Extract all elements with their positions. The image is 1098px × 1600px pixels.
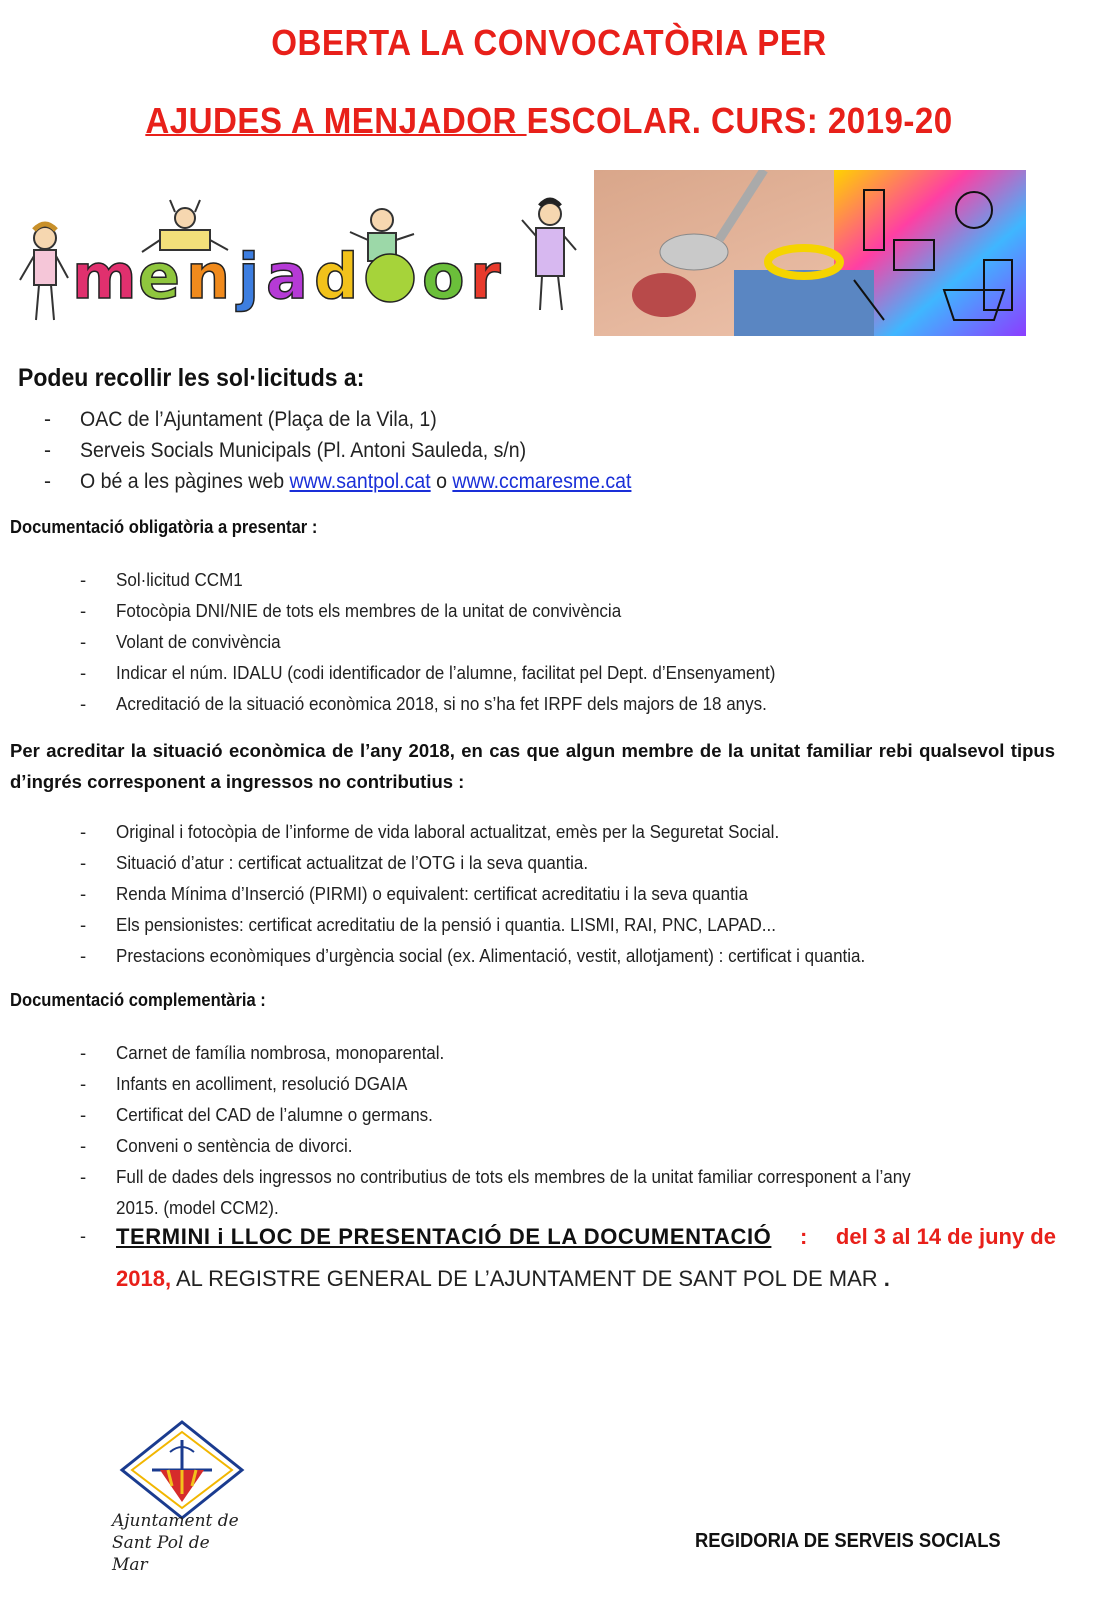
collect-heading: Podeu recollir les sol·licituds a:: [18, 364, 365, 392]
mandatory-list: [80, 564, 1070, 719]
list-item: - Renda Mínima d’Inserció (PIRMI) o equivalent: certificat acreditatiu i la seva quantia: [80, 878, 1070, 909]
list-item: - Carnet de família nombrosa, monoparental.: [80, 1037, 1070, 1068]
logo-line-1: Ajuntament de: [112, 1511, 239, 1531]
apple-icon: [366, 254, 414, 302]
list-item: - Indicar el núm. IDALU (codi identificador de l’alumne, facilitat pel Dept. d’Ensenyament): [80, 657, 1070, 688]
complementary-item: Certificat del CAD de l’alumne o germans.: [116, 1104, 433, 1125]
deadline-year: 2018,: [116, 1266, 172, 1291]
list-item: - Volant de convivència: [80, 626, 1070, 657]
list-item: - Certificat del CAD de l’alumne o germans.: [80, 1099, 1070, 1130]
mandatory-item: Sol·licitud CCM1: [116, 569, 243, 590]
mandatory-item: Acreditació de la situació econòmica 2018, si no s’ha fet IRPF dels majors de 18 anys.: [116, 693, 767, 714]
list-item: - Situació d’atur : certificat actualitzat de l’OTG i la seva quantia.: [80, 847, 1070, 878]
complementary-item: Conveni o sentència de divorci.: [116, 1135, 353, 1156]
banner-letter: d: [314, 240, 359, 313]
department-footer: REGIDORIA DE SERVEIS SOCIALS: [695, 1530, 1001, 1552]
deadline-colon: :: [799, 1224, 808, 1249]
list-item: - Els pensionistes: certificat acreditatiu de la pensió i quantia. LISMI, RAI, PNC, LAPAD...: [80, 909, 1070, 940]
economic-item: Prestacions econòmiques d’urgència social (ex. Alimentació, vestit, allotjament) : certificat i quantia.: [116, 945, 866, 966]
deadline-period: .: [883, 1266, 890, 1291]
list-item: - Full de dades dels ingressos no contributius de tots els membres de la unitat familiar corresponent a l’any: [80, 1161, 1070, 1192]
child-eating-photo: [594, 170, 1026, 336]
banner-letter: a: [266, 240, 308, 313]
list-item: - Conveni o sentència de divorci.: [80, 1130, 1070, 1161]
logo-caption: [112, 1510, 242, 1576]
menjador-banner-illustration: [10, 190, 580, 330]
link-ccmaresme[interactable]: www.ccmaresme.cat: [452, 470, 632, 493]
list-item: - Sol·licitud CCM1: [80, 564, 1070, 595]
list-item: - Original i fotocòpia de l’informe de vida laboral actualitzat, emès per la Seguretat Social.: [80, 816, 1070, 847]
deadline-label: TERMINI i LLOC DE PRESENTACIÓ DE LA DOCUMENTACIÓ: [116, 1224, 772, 1249]
mandatory-item: Fotocòpia DNI/NIE de tots els membres de la unitat de convivència: [116, 600, 622, 621]
complementary-item-line2: 2015. (model CCM2).: [116, 1197, 279, 1218]
web-mid: o: [430, 470, 453, 493]
collect-item-web: [80, 466, 631, 497]
banner-letter: o: [422, 240, 465, 313]
list-item: - Prestacions econòmiques d’urgència social (ex. Alimentació, vestit, allotjament) : certificat i quantia.: [80, 940, 1070, 971]
complementary-heading: Documentació complementària :: [10, 990, 266, 1010]
spoon-icon: [660, 234, 728, 270]
banner-letter: e: [138, 240, 181, 313]
complementary-item: Infants en acolliment, resolució DGAIA: [116, 1073, 408, 1094]
web-prefix: O bé a les pàgines web: [80, 470, 290, 493]
deadline-line-1: [116, 1220, 1056, 1254]
complementary-list: [80, 1037, 1070, 1223]
title-underlined-part: AJUDES A MENJADOR: [145, 100, 527, 141]
complementary-item: Full de dades dels ingressos no contributius de tots els membres de la unitat familiar corresponent a l’any: [116, 1166, 911, 1187]
title-rest-part: ESCOLAR. CURS: 2019-20: [526, 100, 953, 141]
list-item-continuation: [80, 1192, 1070, 1223]
logo-line-2: Sant Pol de Mar: [112, 1533, 210, 1575]
economic-item: Situació d’atur : certificat actualitzat de l’OTG i la seva quantia.: [116, 852, 589, 873]
list-item: - Infants en acolliment, resolució DGAIA: [80, 1068, 1070, 1099]
collect-item-oac: OAC de l’Ajuntament (Plaça de la Vila, 1): [80, 408, 437, 431]
link-santpol[interactable]: www.santpol.cat: [289, 470, 431, 493]
banner-letter: m: [72, 240, 137, 313]
economic-item: Original i fotocòpia de l’informe de vida laboral actualitzat, emès per la Seguretat Social.: [116, 821, 780, 842]
economic-item: Els pensionistes: certificat acreditatiu de la pensió i quantia. LISMI, RAI, PNC, LAPAD...: [116, 914, 776, 935]
title-line-2: [44, 100, 1054, 142]
collect-item-serveis: Serveis Socials Municipals (Pl. Antoni Sauleda, s/n): [80, 439, 527, 462]
banner-word: [72, 240, 501, 313]
banner-letter: n: [186, 240, 231, 313]
deadline-place: AL REGISTRE GENERAL DE L’AJUNTAMENT DE SANT POL DE MAR: [171, 1266, 884, 1291]
banner-letter: r: [470, 240, 501, 313]
title-line-1: OBERTA LA CONVOCATÒRIA PER: [271, 22, 827, 63]
complementary-item: Carnet de família nombrosa, monoparental.: [116, 1042, 445, 1063]
kid-drawing-4: [522, 200, 576, 310]
list-item: - Fotocòpia DNI/NIE de tots els membres de la unitat de convivència: [80, 595, 1070, 626]
deadline-line-2: [116, 1262, 890, 1296]
economic-list: [80, 816, 1070, 971]
mandatory-heading: Documentació obligatòria a presentar :: [10, 517, 318, 537]
kid-drawing-1: [20, 224, 68, 320]
list-item: - Acreditació de la situació econòmica 2018, si no s’ha fet IRPF dels majors de 18 anys.: [80, 688, 1070, 719]
economic-paragraph: Per acreditar la situació econòmica de l’any 2018, en cas que algun membre de la unitat familiar rebi qualsevol tipus d’ingrés corresponent a ingressos no contributius :: [10, 740, 1055, 792]
economic-item: Renda Mínima d’Inserció (PIRMI) o equivalent: certificat acreditatiu i la seva quantia: [116, 883, 748, 904]
deadline-dates: del 3 al 14 de juny de: [835, 1224, 1056, 1249]
banner-letter: j: [238, 240, 260, 313]
mandatory-item: Volant de convivència: [116, 631, 281, 652]
mandatory-item: Indicar el núm. IDALU (codi identificador de l’alumne, facilitat pel Dept. d’Ensenyament): [116, 662, 776, 683]
child-mouth: [632, 273, 696, 317]
kid-drawing-3: [350, 209, 414, 261]
